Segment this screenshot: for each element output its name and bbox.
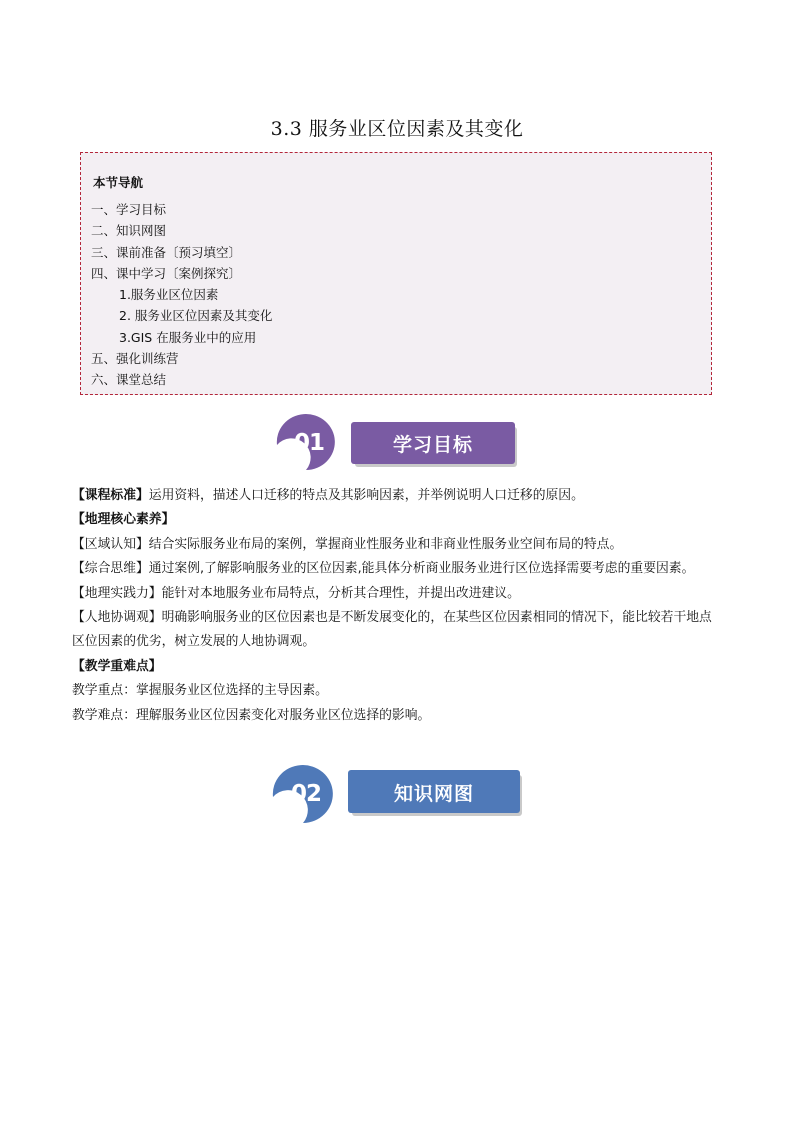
paragraph-integrated-thinking xyxy=(72,557,724,581)
paragraph-text: 结合实际服务业布局的案例，掌握商业性服务业和非商业性服务业空间布局的特点。 xyxy=(148,536,623,552)
page-title: 3.3 服务业区位因素及其变化 xyxy=(270,118,524,140)
nav-subitem: 2. 服务业区位因素及其变化 xyxy=(119,308,273,324)
badge-number: 02 xyxy=(291,781,322,807)
learning-objectives-text xyxy=(72,484,724,728)
section-navigation-box xyxy=(80,152,712,395)
paragraph-text: 明确影响服务业的区位因素也是不断发展变化的，在某些区位因素相同的情况下，能比较若干地点区位因素的优劣，树立发展的人地协调观。 xyxy=(72,610,712,650)
paragraph-key-point: 教学重点：掌握服务业区位选择的主导因素。 xyxy=(72,683,328,699)
paragraph-curriculum-standard xyxy=(72,484,724,508)
section-badge-02 xyxy=(268,763,524,825)
paragraph-key-points-heading: 【教学重难点】 xyxy=(72,658,162,674)
section-badge-01 xyxy=(272,412,522,472)
paragraph-text: 通过案例,了解影响服务业的区位因素,能具体分析商业服务业进行区位选择需要考虑的重要因素。 xyxy=(148,561,695,577)
paragraph-regional-cognition xyxy=(72,533,724,557)
paragraph-difficult-point: 教学难点：理解服务业区位因素变化对服务业区位选择的影响。 xyxy=(72,707,431,723)
nav-item: 三、课前准备〔预习填空〕 xyxy=(91,244,242,260)
paragraph-text: 运用资料，描述人口迁移的特点及其影响因素，并举例说明人口迁移的原因。 xyxy=(148,488,584,503)
tag-label: 【课程标准】 xyxy=(72,488,149,503)
badge-label: 学习目标 xyxy=(392,434,473,456)
nav-item: 四、课中学习〔案例探究〕 xyxy=(91,265,242,281)
nav-subitem: 1.服务业区位因素 xyxy=(119,287,219,303)
tag-label: 【区域认知】 xyxy=(72,536,149,552)
nav-heading: 本节导航 xyxy=(93,175,144,190)
tag-label: 【人地协调观】 xyxy=(72,610,162,626)
paragraph-core-literacy-heading: 【地理核心素养】 xyxy=(72,512,175,528)
badge-label: 知识网图 xyxy=(393,783,474,805)
tag-label: 【地理实践力】 xyxy=(72,585,162,601)
paragraph-human-earth xyxy=(72,606,724,655)
paragraph-practice xyxy=(72,582,724,606)
nav-item: 一、学习目标 xyxy=(91,202,167,217)
nav-item: 六、课堂总结 xyxy=(91,372,167,388)
nav-item: 五、强化训练营 xyxy=(91,351,179,367)
tag-label: 【综合思维】 xyxy=(72,561,149,577)
nav-list xyxy=(91,199,272,391)
nav-subitem: 3.GIS 在服务业中的应用 xyxy=(119,329,257,345)
badge-number: 01 xyxy=(294,430,325,456)
nav-item: 二、知识网图 xyxy=(91,223,167,239)
paragraph-text: 能针对本地服务业布局特点，分析其合理性，并提出改进建议。 xyxy=(161,585,520,601)
